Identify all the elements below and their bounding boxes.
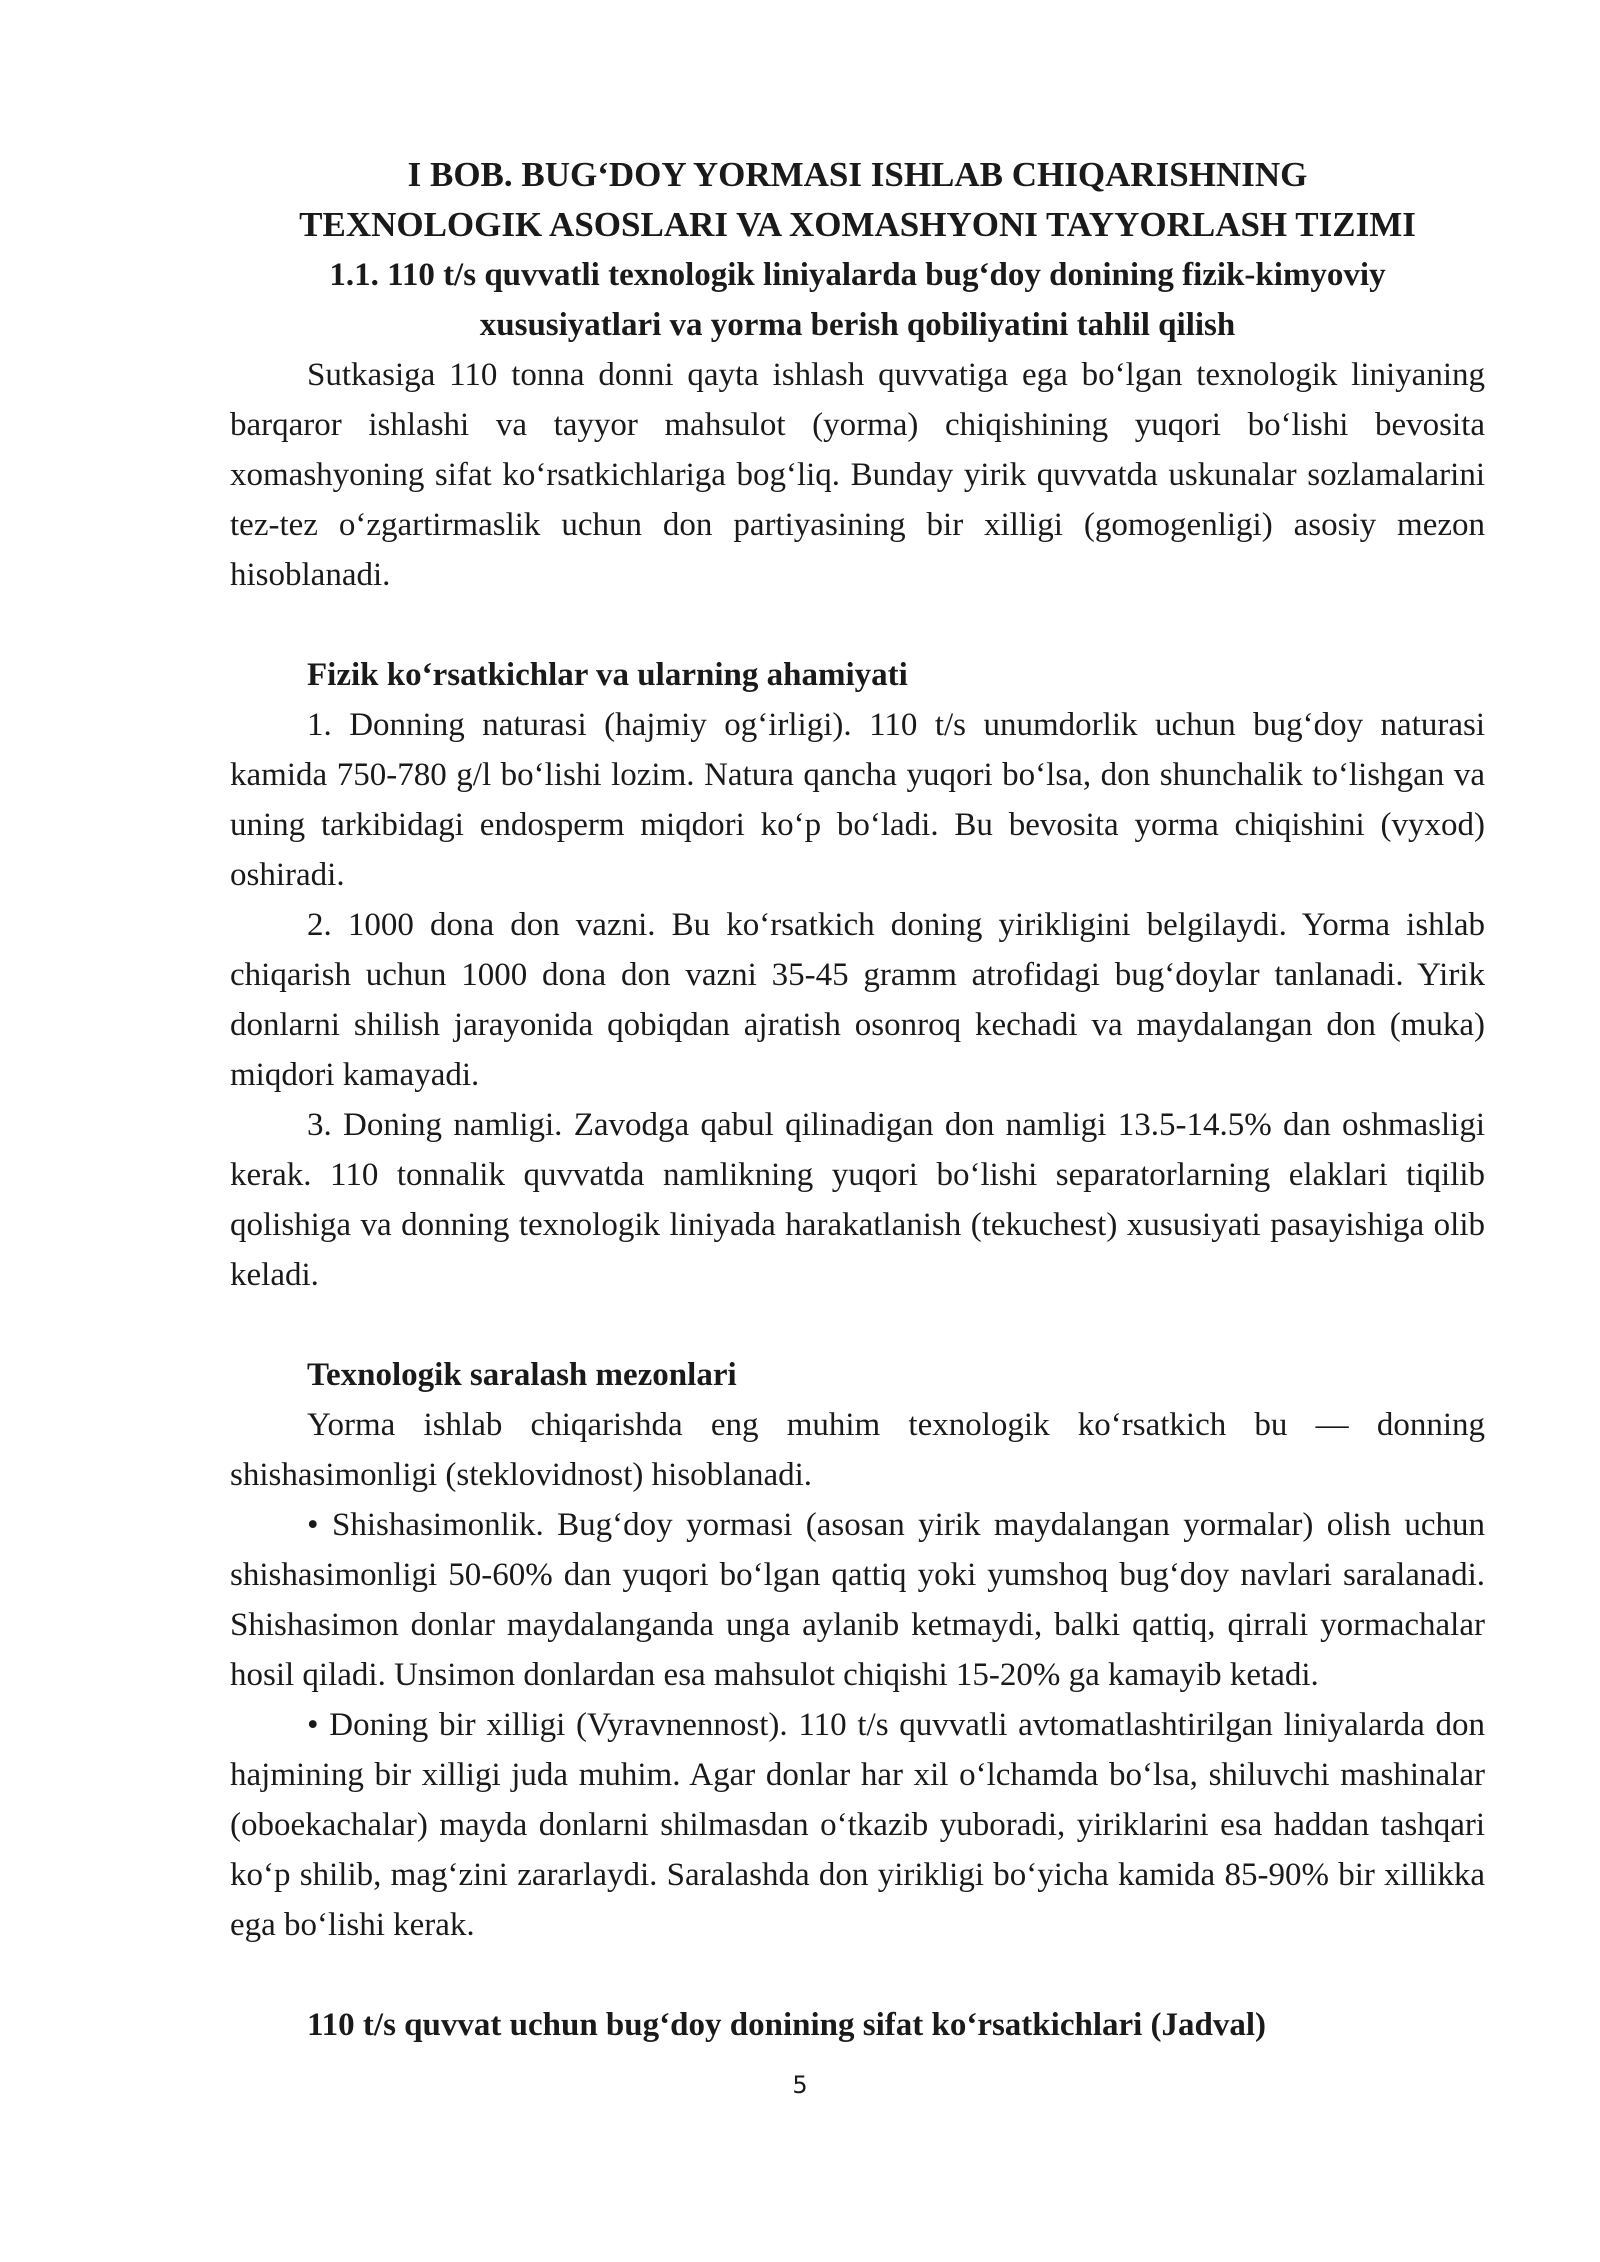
table-heading: 110 t/s quvvat uchun bug‘doy donining sifat ko‘rsatkichlari (Jadval): [307, 2007, 1267, 2043]
sorting-criteria-heading: Texnologik saralash mezonlari: [307, 1357, 737, 1393]
page-number: 5: [792, 2071, 808, 2099]
chapter-title: [230, 150, 1485, 250]
physical-item-1: 1. Donning naturasi (hajmiy og‘irligi). 110 t/s unumdorlik uchun bug‘doy naturasi kamida 750-780 g/l bo‘lishi lozim. Natura qancha yuqori bo‘lsa, don shunchalik to‘lishgan va uning tarkibidagi endosperm miqdori ko‘p bo‘ladi. Bu bevosita yorma chiqishini (vyxod) oshiradi.: [230, 707, 1485, 893]
physical-item-3: 3. Doning namligi. Zavodga qabul qilinadigan don namligi 13.5-14.5% dan oshmasligi kerak. 110 tonnalik quvvatda namlikning yuqori bo‘lishi separatorlarning elaklari tiqilib qolishiga va donning texnologik liniyada harakatlanish (tekuchest) xususiyati pasayishiga olib keladi.: [230, 1107, 1485, 1293]
chapter-title-line-2: TEXNOLOGIK ASOSLARI VA XOMASHYONI TAYYORLASH TIZIMI: [299, 205, 1416, 244]
physical-indicators-heading: Fizik ko‘rsatkichlar va ularning ahamiyati: [307, 657, 908, 693]
sorting-bullet-2: • Doning bir xilligi (Vyravnennost). 110 t/s quvvatli avtomatlashtirilgan liniyalarda don hajmining bir xilligi juda muhim. Agar donlar har xil o‘lchamda bo‘lsa, shiluvchi mashinalar (oboekachalar) mayda donlarni shilmasdan o‘tkazib yuboradi, yiriklarini esa haddan tashqari ko‘p shilib, mag‘zini zararlaydi. Saralashda don yirikligi bo‘yicha kamida 85-90% bir xillikka ega bo‘lishi kerak.: [230, 1707, 1485, 1943]
section-title-line-1: 1.1. 110 t/s quvvatli texnologik liniyalarda bug‘doy donining fizik-kimyoviy: [329, 257, 1386, 293]
intro-paragraph: Sutkasiga 110 tonna donni qayta ishlash quvvatiga ega bo‘lgan texnologik liniyaning barqaror ishlashi va tayyor mahsulot (yorma) chiqishining yuqori bo‘lishi bevosita xomashyoning sifat ko‘rsatkichlariga bog‘liq. Bunday yirik quvvatda uskunalar sozlamalarini tez-tez o‘zgartirmaslik uchun don partiyasining bir xilligi (gomogenligi) asosiy mezon hisoblanadi.: [230, 357, 1485, 593]
document-page: [230, 0, 1485, 2050]
chapter-title-line-1: I BOB. BUG‘DOY YORMASI ISHLAB CHIQARISHNING: [407, 155, 1308, 194]
sorting-bullet-1: • Shishasimonlik. Bug‘doy yormasi (asosan yirik maydalangan yormalar) olish uchun shishasimonligi 50-60% dan yuqori bo‘lgan qattiq yoki yumshoq bug‘doy navlari saralanadi. Shishasimon donlar maydalanganda unga aylanib ketmaydi, balki qattiq, qirrali yormachalar hosil qiladi. Unsimon donlardan esa mahsulot chiqishi 15-20% ga kamayib ketadi.: [230, 1507, 1485, 1693]
section-title: [230, 250, 1485, 350]
physical-item-2: 2. 1000 dona don vazni. Bu ko‘rsatkich doning yirikligini belgilaydi. Yorma ishlab chiqarish uchun 1000 dona don vazni 35-45 gramm atrofidagi bug‘doylar tanlanadi. Yirik donlarni shilish jarayonida qobiqdan ajratish osonroq kechadi va maydalangan don (muka) miqdori kamayadi.: [230, 907, 1485, 1093]
sorting-intro-paragraph: Yorma ishlab chiqarishda eng muhim texnologik ko‘rsatkich bu — donning shishasimonligi (steklovidnost) hisoblanadi.: [230, 1407, 1485, 1493]
section-title-line-2: xususiyatlari va yorma berish qobiliyatini tahlil qilish: [479, 307, 1236, 343]
